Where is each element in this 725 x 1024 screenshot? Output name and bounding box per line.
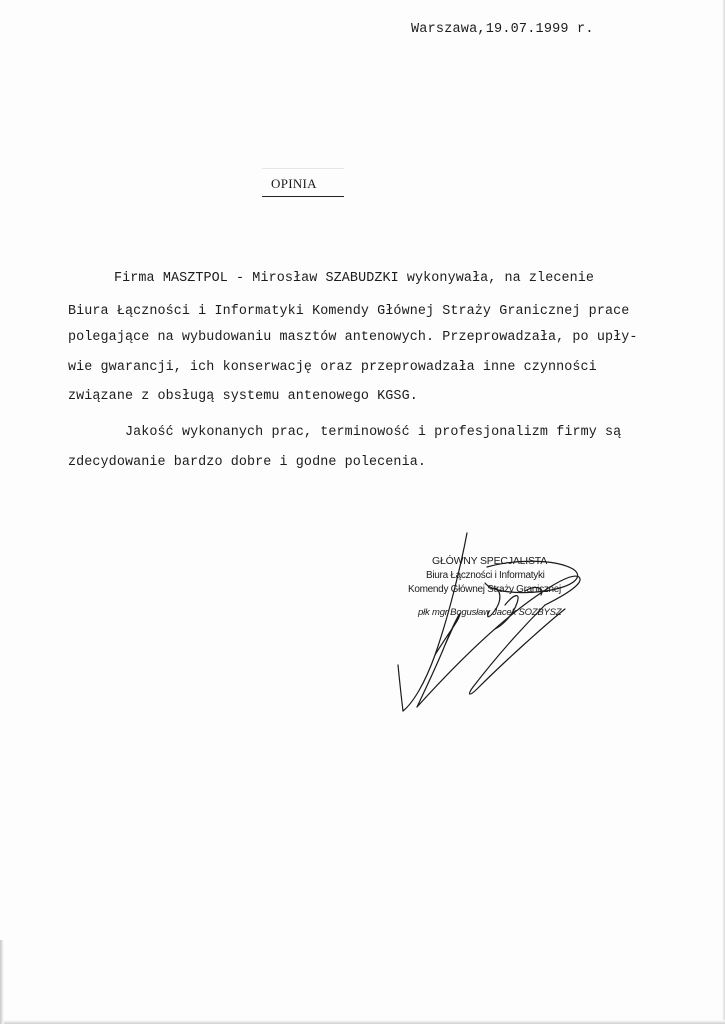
stamp-title: GŁÓWNY SPECJALISTA [432,555,548,567]
paragraph-line-2: Biura Łączności i Informatyki Komendy Głównej Straży Granicznej prace [68,304,630,319]
scan-edge-left [0,940,4,1024]
title-underline [262,196,344,197]
paragraph-line-1: Firma MASZTPOL - Mirosław SZABUDZKI wykonywała, na zlecenie [114,271,595,286]
paragraph-line-6: Jakość wykonanych prac, terminowość i profesjonalizm firmy są [125,425,622,440]
paragraph-line-4: wie gwarancji, ich konserwację oraz przeprowadzała inne czynności [68,360,597,375]
stamp-department: Biura Łączności i Informatyki [426,570,545,581]
handwritten-signature [395,525,595,720]
document-title-box [262,168,344,197]
stamp-organization: Komendy Głównej Straży Granicznej [408,584,561,595]
document-title: OPINIA [271,176,317,191]
paragraph-line-3: polegające na wybudowaniu masztów antenowych. Przeprowadzała, po upły- [68,330,638,345]
scan-edge-bottom [0,1020,725,1024]
paragraph-line-7: zdecydowanie bardzo dobre i godne polecenia. [68,455,426,470]
paragraph-line-5: związane z obsługą systemu antenowego KGSG. [68,389,418,404]
date-line: Warszawa,19.07.1999 r. [411,22,594,37]
stamp-officer-name: płk mgr Bogusław Jacek SOZBYSZ [418,607,562,618]
